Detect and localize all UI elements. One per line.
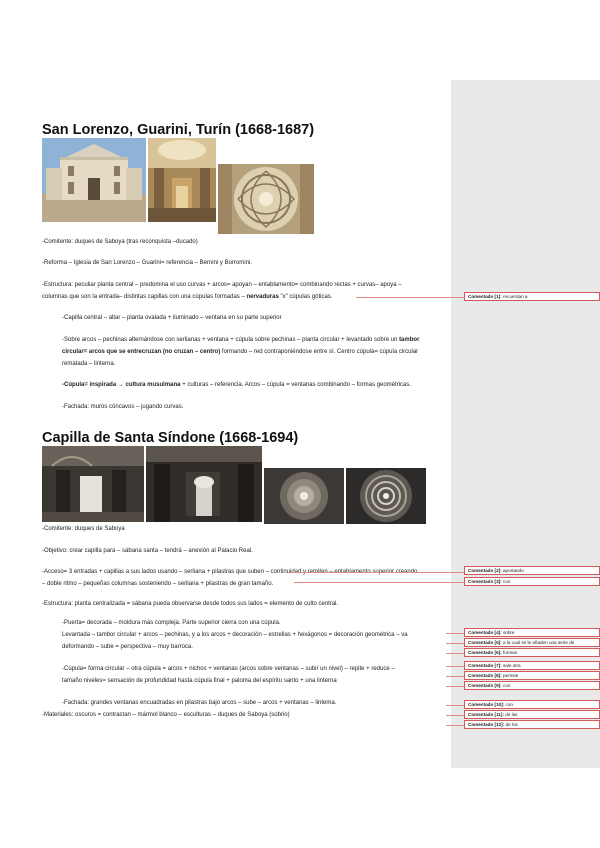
comment-connector-4 [446, 633, 464, 634]
s2-cupula-line1: -Cúpula= forma circular – otra cúpula = arcos + nichos + ventanas (arcos sobre ventanas – subir un nivel) – repite + reduce – [62, 666, 395, 672]
photo-san-lorenzo-facade [42, 138, 146, 222]
comment-text: forman [502, 650, 518, 655]
s1-capilla-central: -Capilla central – altar – planta ovalada + iluminado – ventana en su parte superior [62, 315, 282, 321]
comment-text: de los [505, 722, 518, 727]
s2-puerta-line3: deformando – sube = perspectiva – muy barroca. [62, 644, 193, 650]
comment-connector-8 [446, 676, 464, 677]
s1-arcos-text-b: formando – red contraponiéndose entre sí. Centro cúpula= cúpula circular [220, 349, 419, 355]
comment-connector-1 [356, 297, 464, 298]
comment-label: Comentado [12]: [468, 722, 505, 727]
comment-balloon-1[interactable] [464, 292, 600, 301]
comment-text: con [502, 579, 511, 584]
comment-connector-2 [290, 572, 464, 573]
s1-estructura-text-c: "x" cúpulas góticas. [278, 294, 333, 300]
comment-label: Comentado [1]: [468, 294, 502, 299]
s1-cupula-bold: -Cúpula= inspirada → cultura musulmana [62, 382, 181, 388]
s2-puerta-line2: Levantada – tambor circular + arcos – pechinas, y a los arcos + decoración – estrellas + hexágonos = decoración geométrica – va [62, 632, 408, 638]
s1-estructura-line1: -Estructura: peculiar planta central – predomina el uso curvas + arcos= apoyan – entablamento= combinando rectas + curvas– apoya – [42, 282, 402, 288]
section-title-santa-sindone: Capilla de Santa Síndone (1668-1694) [42, 430, 299, 446]
comment-connector-5 [446, 643, 464, 644]
comment-label: Comentado [9]: [468, 683, 502, 688]
comment-label: Comentado [8]: [468, 673, 502, 678]
comment-connector-10 [446, 705, 464, 706]
photo-san-lorenzo-interior [148, 138, 216, 222]
comment-label: Comentado [6]: [468, 650, 502, 655]
s1-arcos-line2 [62, 346, 447, 358]
comment-balloon-5[interactable] [464, 638, 600, 647]
photo-sindone-interior-1 [42, 446, 144, 522]
comment-balloon-12[interactable] [464, 720, 600, 729]
s2-acceso-line2: – doble ritmo – pequeñas columnas sosteniendo – serliana + pilastras de gran tamaño. [42, 581, 274, 587]
s1-comitente: -Comitente: duques de Saboya (tras reconquista –ducado) [42, 239, 198, 245]
s1-estructura-bold: nervaduras [246, 294, 279, 300]
photo-sindone-dome-1 [264, 468, 344, 524]
comment-label: Comentado [2]: [468, 568, 502, 573]
photo-sindone-interior-2 [146, 446, 262, 522]
comment-text: de las [505, 712, 518, 717]
comment-balloon-11[interactable] [464, 710, 600, 719]
comment-label: Comentado [7]: [468, 663, 502, 668]
comment-balloon-10[interactable] [464, 700, 600, 709]
photo-sindone-dome-2 [346, 468, 426, 524]
s2-cupula-line2: tamaño niveles= sensación de profundidad hasta cúpula final + paloma del espíritu santo + una linterna [62, 678, 337, 684]
comment-connector-7 [446, 666, 464, 667]
comment-balloon-4[interactable] [464, 628, 600, 637]
comment-connector-6 [446, 653, 464, 654]
s2-puerta-line1: -Puerta= decorada – moldura más compleja. Parte superior cierra con una cúpula. [62, 620, 281, 626]
comment-label: Comentado [4]: [468, 630, 502, 635]
s1-cupula [62, 379, 447, 391]
comment-text: sobre [502, 630, 515, 635]
comment-balloon-3[interactable] [464, 577, 600, 586]
s1-arcos-bold-circular: circular= arcos que se entrecruzan (no cruzan – centro) [62, 349, 221, 355]
comment-label: Comentado [10]: [468, 702, 505, 707]
comment-balloon-9[interactable] [464, 681, 600, 690]
s1-fachada: -Fachada: muros cóncavos – jugando curvas. [62, 404, 184, 410]
s2-acceso-line1: -Acceso= 3 entradas + capillas a sus lados usando – serliana + pilastras que suben – continuidad y remiten – entablamento superior creando [42, 569, 418, 575]
comment-balloon-6[interactable] [464, 648, 600, 657]
comment-text: aportando [502, 568, 524, 573]
s1-reforma: -Reforma – Iglesia de San Lorenzo – Guarini= referencia – Bernini y Borromini. [42, 260, 252, 266]
s2-fachada: -Fachada: grandes ventanas encuadradas en pilastras bajo arcos – sube – arcos + ventanas – lintema. [62, 700, 337, 706]
comment-balloon-2[interactable] [464, 566, 600, 575]
comment-label: Comentado [3]: [468, 579, 502, 584]
s2-materiales: -Materiales: oscuros = contrastan – mármol blanco – esculturas – duques de Saboya (sobrio) [42, 712, 290, 718]
comment-text: recuerdan a [502, 294, 528, 299]
s2-comitente: -Comitente: duques de Saboya [42, 526, 125, 532]
comment-connector-9 [446, 686, 464, 687]
comment-text: sale otra [502, 663, 521, 668]
s1-arcos-text-a: -Sobre arcos – pechinas alternándose con serlianas + ventana + cúpula sobre pechinas – planta circular + levantado sobre un [62, 337, 400, 343]
s1-arcos-line1 [62, 334, 447, 346]
comment-label: Comentado [11]: [468, 712, 504, 717]
comment-text: permite [502, 673, 519, 678]
comment-connector-11 [446, 715, 464, 716]
comment-text: con [502, 683, 511, 688]
comment-connector-3 [294, 582, 464, 583]
s1-arcos-line3: rematada – linterna. [62, 361, 116, 367]
comment-balloon-8[interactable] [464, 671, 600, 680]
section-title-san-lorenzo: San Lorenzo, Guarini, Turín (1668-1687) [42, 122, 315, 138]
comment-text: con [505, 702, 513, 707]
comment-label: Comentado [5]: [468, 640, 502, 645]
s2-estructura: -Estructura: planta centralizada = sábana pueda observarse desde todos sus lados = elemento de culto central. [42, 601, 339, 607]
s1-estructura-text-a: columnas que son la entrada– distintas capillas con una cúpulas formadas – [42, 294, 247, 300]
comment-text: a la cual se le añaden una serie de [502, 640, 575, 645]
photo-san-lorenzo-dome [218, 164, 314, 234]
s1-arcos-bold-tambor: tambor [399, 337, 420, 343]
s1-cupula-text: + culturas – referencia. Arcos – cúpula = ventanas combinando – formas geométricas. [180, 382, 411, 388]
comment-balloon-7[interactable] [464, 661, 600, 670]
comment-connector-12 [446, 725, 464, 726]
s2-objetivo: -Objetivo: crear capilla para – sábana santa – tendrá – anexión al Palacio Real. [42, 548, 253, 554]
